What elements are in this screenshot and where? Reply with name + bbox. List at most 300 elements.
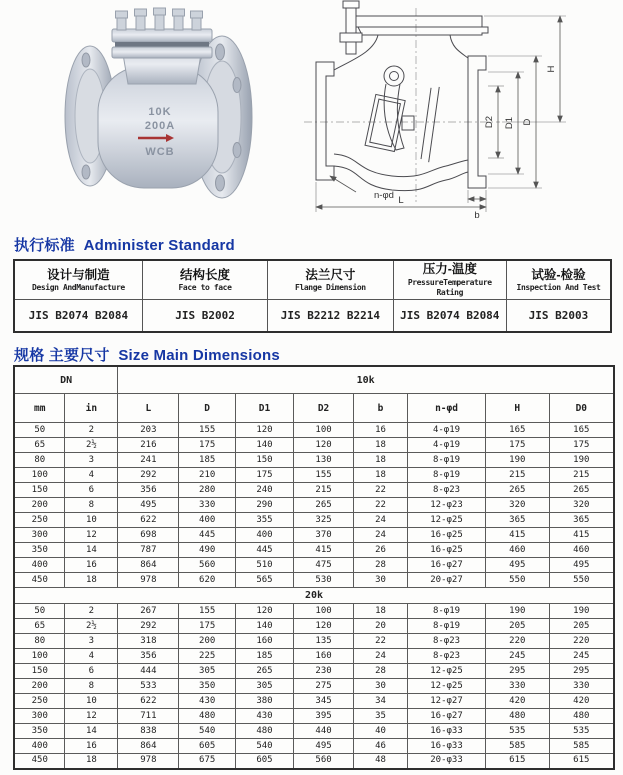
table-cell: 12 [65, 709, 118, 724]
top-illustrations [0, 0, 623, 228]
table-cell: 14 [65, 543, 118, 558]
table-cell: 350 [14, 543, 65, 558]
table-cell: 380 [235, 694, 293, 709]
table-cell: 28 [354, 558, 408, 573]
table-cell: 295 [549, 664, 614, 679]
table-cell: 8-φ19 [408, 604, 486, 619]
table-cell: JIS B2074 B2084 [14, 300, 142, 333]
table-cell: 978 [118, 573, 179, 588]
table-cell: 28 [354, 664, 408, 679]
table-cell: 175 [179, 619, 235, 634]
table-cell: 16 [65, 739, 118, 754]
table-cell: 20-φ27 [408, 573, 486, 588]
header-en: PressureTemperature Rating [407, 277, 492, 298]
dimensions-heading-en: Size Main Dimensions [118, 347, 280, 364]
table-cell: 400 [14, 558, 65, 573]
table-cell: 267 [118, 604, 179, 619]
dim-label-d: D [522, 118, 533, 126]
table-cell: 150 [235, 453, 293, 468]
table-cell: 190 [486, 604, 550, 619]
table-cell: 80 [14, 453, 65, 468]
table-cell: 50 [14, 604, 65, 619]
table-cell: 675 [179, 754, 235, 769]
table-cell: 216 [118, 438, 179, 453]
table-cell: 185 [179, 453, 235, 468]
table-cell: 200 [14, 679, 65, 694]
table-row [14, 649, 614, 664]
table-cell: 150 [14, 664, 65, 679]
table-cell: 16-φ33 [408, 739, 486, 754]
table-cell: 480 [235, 724, 293, 739]
table-cell: 400 [14, 739, 65, 754]
table-cell: 200 [179, 634, 235, 649]
table-row [14, 634, 614, 649]
standards-heading-zh: 执行标准 [14, 237, 75, 254]
table-row [14, 513, 614, 528]
table-row [14, 754, 614, 769]
cast-mark-pressure: 10K [148, 106, 172, 118]
table-row [14, 453, 614, 468]
table-row [14, 724, 614, 739]
column-header: D2 [294, 394, 354, 423]
header-zh: 压力-温度 [422, 262, 477, 277]
column-header: mm [14, 394, 65, 423]
table-cell: 100 [294, 604, 354, 619]
table-cell: 420 [486, 694, 550, 709]
standards-table [13, 259, 612, 333]
table-cell: 22 [354, 483, 408, 498]
bonnet-bolts [116, 8, 203, 30]
table-cell: 350 [14, 724, 65, 739]
table-cell: 14 [65, 724, 118, 739]
table-cell: 305 [179, 664, 235, 679]
class-10k-header: 10k [118, 366, 614, 394]
table-cell: 585 [549, 739, 614, 754]
table-cell: 30 [354, 679, 408, 694]
table-cell: 100 [14, 649, 65, 664]
table-cell: 241 [118, 453, 179, 468]
table-cell: 18 [65, 573, 118, 588]
table-row [14, 664, 614, 679]
table-cell: 620 [179, 573, 235, 588]
class-20k-label: 20k [14, 588, 614, 604]
column-header: L [118, 394, 179, 423]
table-cell: 355 [235, 513, 293, 528]
table-cell: 978 [118, 754, 179, 769]
table-cell: 50 [14, 423, 65, 438]
table-cell: 165 [486, 423, 550, 438]
table-cell: 225 [179, 649, 235, 664]
table-cell: 8-φ23 [408, 483, 486, 498]
table-cell: 12-φ25 [408, 679, 486, 694]
table-cell: 535 [486, 724, 550, 739]
table-cell: 300 [14, 709, 65, 724]
cast-mark-size: 200A [144, 120, 176, 132]
table-cell: 175 [549, 438, 614, 453]
table-cell: 250 [14, 694, 65, 709]
table-cell: 698 [118, 528, 179, 543]
table-cell: 18 [354, 438, 408, 453]
header-en: Face to face [178, 282, 232, 292]
table-cell: 445 [179, 528, 235, 543]
table-cell: 165 [549, 423, 614, 438]
column-header: D [179, 394, 235, 423]
table-cell: 480 [549, 709, 614, 724]
table-cell: 400 [235, 528, 293, 543]
table-cell: 565 [235, 573, 293, 588]
table-cell: 20 [354, 619, 408, 634]
table-cell: 275 [294, 679, 354, 694]
table-cell: 40 [354, 724, 408, 739]
table-cell: 18 [354, 604, 408, 619]
table-cell: 370 [294, 528, 354, 543]
table-cell: 8-φ23 [408, 649, 486, 664]
table-cell: 12 [65, 528, 118, 543]
header-zh: 结构长度 [180, 267, 231, 282]
table-row [14, 619, 614, 634]
column-header-row [14, 394, 614, 423]
column-header: D1 [235, 394, 293, 423]
table-cell: 245 [486, 649, 550, 664]
table-row [14, 468, 614, 483]
table-cell: 185 [235, 649, 293, 664]
table-cell: 2 [65, 423, 118, 438]
dim-label-b: b [474, 210, 480, 220]
table-cell: 480 [179, 709, 235, 724]
table-cell: 30 [354, 573, 408, 588]
standards-header-row [14, 260, 611, 300]
dimensions-table [13, 365, 615, 770]
table-cell: 550 [549, 573, 614, 588]
table-cell: 190 [486, 453, 550, 468]
table-cell: 150 [14, 483, 65, 498]
table-cell: 605 [235, 754, 293, 769]
header-en: Design AndManufacture [32, 282, 125, 292]
table-cell: 622 [118, 694, 179, 709]
table-cell: 787 [118, 543, 179, 558]
table-cell: 540 [235, 739, 293, 754]
table-cell: 320 [549, 498, 614, 513]
table-cell: 140 [235, 438, 293, 453]
dim-label-d1: D1 [504, 116, 515, 130]
table-cell: 10 [65, 694, 118, 709]
column-header [506, 260, 611, 300]
table-cell: 16-φ25 [408, 528, 486, 543]
table-cell: 35 [354, 709, 408, 724]
table-cell: 155 [179, 604, 235, 619]
table-row [14, 739, 614, 754]
standards-value-row [14, 300, 611, 333]
table-cell: 3 [65, 453, 118, 468]
table-cell: 24 [354, 649, 408, 664]
dim-label-n-phi-d: n-φd [374, 190, 394, 201]
table-row [14, 573, 614, 588]
table-cell: 292 [118, 468, 179, 483]
table-cell: 300 [14, 528, 65, 543]
table-cell: 65 [14, 619, 65, 634]
table-cell: 210 [179, 468, 235, 483]
table-cell: 292 [118, 619, 179, 634]
table-cell: 250 [14, 513, 65, 528]
table-cell: 120 [294, 619, 354, 634]
table-cell: 330 [486, 679, 550, 694]
table-cell: JIS B2074 B2084 [393, 300, 506, 333]
table-cell: 550 [486, 573, 550, 588]
table-cell: 415 [294, 543, 354, 558]
table-cell: 460 [486, 543, 550, 558]
table-cell: 203 [118, 423, 179, 438]
table-row [14, 604, 614, 619]
table-cell: 24 [354, 513, 408, 528]
table-cell: 4 [65, 468, 118, 483]
column-header [14, 260, 142, 300]
table-cell: 12-φ25 [408, 664, 486, 679]
table-cell: 245 [549, 649, 614, 664]
table-cell: 400 [179, 513, 235, 528]
column-header: D0 [549, 394, 614, 423]
table-row [14, 423, 614, 438]
table-cell: 325 [294, 513, 354, 528]
table-cell: 490 [179, 543, 235, 558]
swing-check-valve-photo [40, 2, 280, 209]
table-cell: 12-φ25 [408, 513, 486, 528]
table-row [14, 498, 614, 513]
table-cell: 20-φ33 [408, 754, 486, 769]
dim-label-l: L [398, 195, 404, 206]
table-cell: 350 [179, 679, 235, 694]
table-cell: 864 [118, 558, 179, 573]
table-cell: JIS B2002 [142, 300, 267, 333]
header-en: Flange Dimension [295, 282, 366, 292]
table-cell: 864 [118, 739, 179, 754]
table-cell: 444 [118, 664, 179, 679]
table-cell: 420 [549, 694, 614, 709]
table-cell: 22 [354, 498, 408, 513]
header-en: Inspection And Test [516, 282, 601, 292]
table-cell: 215 [486, 468, 550, 483]
table-cell: 450 [14, 754, 65, 769]
table-cell: 430 [235, 709, 293, 724]
table-cell: 205 [549, 619, 614, 634]
table-cell: 24 [354, 528, 408, 543]
table-cell: 220 [486, 634, 550, 649]
table-row [14, 694, 614, 709]
table-cell: 320 [486, 498, 550, 513]
table-cell: 280 [179, 483, 235, 498]
header-zh: 法兰尺寸 [305, 267, 356, 282]
table-row [14, 543, 614, 558]
dimension-labels [374, 65, 557, 220]
table-cell: 290 [235, 498, 293, 513]
table-cell: 8-φ19 [408, 468, 486, 483]
table-cell: 65 [14, 438, 65, 453]
table-cell: 190 [549, 453, 614, 468]
table-cell: 140 [235, 619, 293, 634]
table-cell: 3 [65, 634, 118, 649]
table-cell: 450 [14, 573, 65, 588]
table-cell: 330 [549, 679, 614, 694]
table-cell: 365 [549, 513, 614, 528]
dimensions-heading-zh: 规格 主要尺寸 [14, 347, 110, 364]
table-cell: 8-φ19 [408, 453, 486, 468]
group-header-row [14, 366, 614, 394]
table-cell: 430 [179, 694, 235, 709]
table-row [14, 709, 614, 724]
table-cell: 2½ [65, 438, 118, 453]
column-header [393, 260, 506, 300]
table-cell: 16-φ33 [408, 724, 486, 739]
table-cell: 8-φ19 [408, 619, 486, 634]
table-cell: 155 [294, 468, 354, 483]
table-cell: JIS B2003 [506, 300, 611, 333]
table-cell: 155 [179, 423, 235, 438]
table-cell: 345 [294, 694, 354, 709]
valve-photo [40, 2, 280, 214]
table-cell: 18 [354, 468, 408, 483]
dn-group-header: DN [14, 366, 118, 394]
table-cell: 4-φ19 [408, 423, 486, 438]
table-cell: 2½ [65, 619, 118, 634]
cast-mark-material: WCB [145, 146, 175, 158]
table-cell: 495 [549, 558, 614, 573]
table-cell: 265 [235, 664, 293, 679]
table-cell: 460 [549, 543, 614, 558]
table-cell: JIS B2212 B2214 [268, 300, 393, 333]
class-20k-separator-row [14, 588, 614, 604]
table-cell: 615 [549, 754, 614, 769]
table-cell: 240 [235, 483, 293, 498]
table-cell: 80 [14, 634, 65, 649]
table-row [14, 528, 614, 543]
table-cell: 265 [294, 498, 354, 513]
table-cell: 120 [235, 423, 293, 438]
table-cell: 6 [65, 483, 118, 498]
table-cell: 175 [235, 468, 293, 483]
table-cell: 18 [354, 453, 408, 468]
table-cell: 510 [235, 558, 293, 573]
table-cell: 46 [354, 739, 408, 754]
header-zh: 试验-检验 [531, 267, 586, 282]
table-cell: 190 [549, 604, 614, 619]
table-cell: 130 [294, 453, 354, 468]
table-cell: 4 [65, 649, 118, 664]
table-cell: 200 [14, 498, 65, 513]
table-cell: 18 [65, 754, 118, 769]
dimensions-heading [14, 344, 280, 365]
table-cell: 585 [486, 739, 550, 754]
sectional-drawing [298, 0, 620, 220]
table-cell: 26 [354, 543, 408, 558]
table-cell: 215 [294, 483, 354, 498]
centerlines [304, 8, 500, 202]
table-cell: 16-φ27 [408, 558, 486, 573]
column-header: b [354, 394, 408, 423]
table-cell: 533 [118, 679, 179, 694]
table-cell: 16-φ25 [408, 543, 486, 558]
table-cell: 8 [65, 498, 118, 513]
table-cell: 16 [65, 558, 118, 573]
column-header [268, 260, 393, 300]
table-cell: 415 [486, 528, 550, 543]
table-cell: 230 [294, 664, 354, 679]
column-header: H [486, 394, 550, 423]
table-cell: 34 [354, 694, 408, 709]
table-cell: 8-φ23 [408, 634, 486, 649]
header-zh: 设计与制造 [47, 267, 110, 282]
table-cell: 711 [118, 709, 179, 724]
table-cell: 135 [294, 634, 354, 649]
table-cell: 535 [549, 724, 614, 739]
dim-label-d2: D2 [484, 115, 495, 129]
table-cell: 120 [235, 604, 293, 619]
standards-heading [14, 234, 235, 255]
table-cell: 100 [14, 468, 65, 483]
valve-drawing [298, 0, 620, 225]
table-cell: 540 [179, 724, 235, 739]
table-cell: 22 [354, 634, 408, 649]
table-cell: 560 [179, 558, 235, 573]
table-cell: 16-φ27 [408, 709, 486, 724]
table-cell: 615 [486, 754, 550, 769]
table-cell: 265 [486, 483, 550, 498]
column-header: n-φd [408, 394, 486, 423]
table-cell: 560 [294, 754, 354, 769]
table-cell: 495 [486, 558, 550, 573]
dim-label-h: H [546, 65, 557, 73]
table-row [14, 483, 614, 498]
rows-20k [14, 604, 614, 769]
table-row [14, 438, 614, 453]
table-cell: 120 [294, 438, 354, 453]
rows-10k [14, 423, 614, 588]
table-cell: 160 [294, 649, 354, 664]
table-cell: 12-φ23 [408, 498, 486, 513]
table-cell: 356 [118, 483, 179, 498]
table-cell: 12-φ27 [408, 694, 486, 709]
table-cell: 440 [294, 724, 354, 739]
table-cell: 395 [294, 709, 354, 724]
table-cell: 605 [179, 739, 235, 754]
table-cell: 318 [118, 634, 179, 649]
table-cell: 305 [235, 679, 293, 694]
table-cell: 265 [549, 483, 614, 498]
table-cell: 495 [118, 498, 179, 513]
table-cell: 6 [65, 664, 118, 679]
table-row [14, 679, 614, 694]
table-cell: 480 [486, 709, 550, 724]
table-cell: 530 [294, 573, 354, 588]
table-cell: 475 [294, 558, 354, 573]
table-cell: 495 [294, 739, 354, 754]
table-cell: 8 [65, 679, 118, 694]
table-cell: 10 [65, 513, 118, 528]
table-cell: 175 [486, 438, 550, 453]
table-cell: 356 [118, 649, 179, 664]
table-cell: 365 [486, 513, 550, 528]
column-header: in [65, 394, 118, 423]
table-cell: 205 [486, 619, 550, 634]
table-cell: 100 [294, 423, 354, 438]
table-cell: 622 [118, 513, 179, 528]
table-cell: 415 [549, 528, 614, 543]
table-cell: 175 [179, 438, 235, 453]
standards-heading-en: Administer Standard [83, 237, 235, 254]
table-cell: 220 [549, 634, 614, 649]
table-cell: 295 [486, 664, 550, 679]
table-cell: 2 [65, 604, 118, 619]
table-cell: 160 [235, 634, 293, 649]
table-cell: 16 [354, 423, 408, 438]
